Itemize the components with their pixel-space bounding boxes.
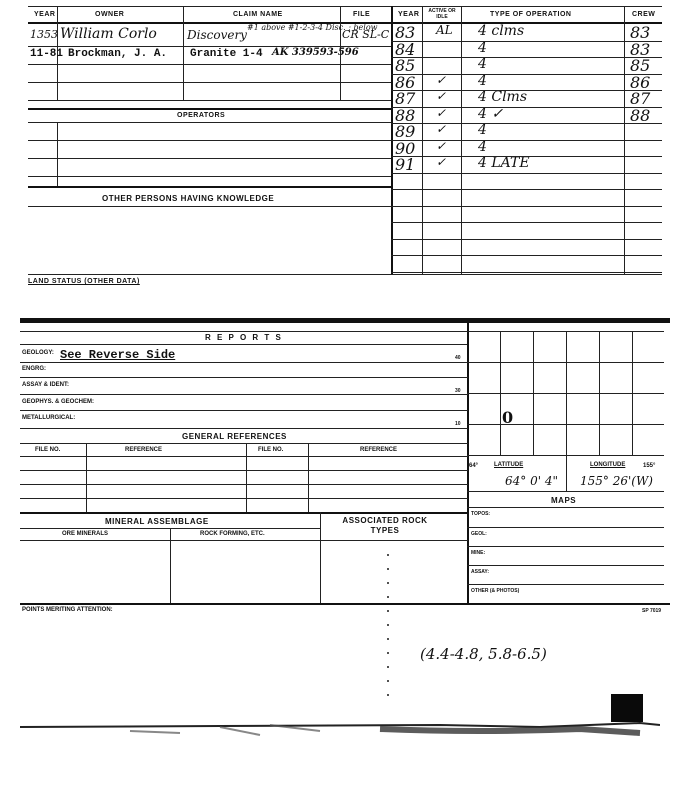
activity-type: 4 xyxy=(478,39,487,56)
activity-active: ✓ xyxy=(436,155,447,169)
activity-type: 4 xyxy=(478,138,487,155)
claim-row-2-file: AK 339593-596 xyxy=(272,47,359,58)
ref-col-file-1: FILE NO. xyxy=(35,447,61,453)
operators-label: OPERATORS xyxy=(177,112,226,119)
activity-year: 86 xyxy=(395,72,416,92)
longitude-label: LONGITUDE xyxy=(590,462,626,468)
rock-forming-label: ROCK FORMING, ETC. xyxy=(200,531,265,537)
activity-active: ✓ xyxy=(436,89,447,103)
activity-active: AL xyxy=(436,23,453,37)
side-number-10: 10 xyxy=(455,421,461,427)
activity-row-line xyxy=(391,255,662,256)
col-claim-name-header: CLAIM NAME xyxy=(233,11,283,18)
latitude-value: 64° 0' 4" xyxy=(505,474,558,488)
activity-type-header: TYPE OF OPERATION xyxy=(490,11,572,18)
ref-col-file-2: FILE NO. xyxy=(258,447,284,453)
activity-row-line xyxy=(391,189,662,190)
lon-suffix: 155° xyxy=(643,463,656,469)
col-year-header: YEAR xyxy=(34,11,56,18)
activity-active: ✓ xyxy=(436,138,447,153)
mineral-assemblage-title: MINERAL ASSEMBLAGE xyxy=(105,517,209,526)
ref-col-ref-1: REFERENCE xyxy=(125,447,163,453)
activity-row-line xyxy=(391,74,662,75)
longitude-value: 155° 26'(W) xyxy=(580,474,653,488)
activity-year: 88 xyxy=(395,105,416,125)
activity-year: 87 xyxy=(395,89,416,108)
general-references-title: GENERAL REFERENCES xyxy=(182,432,287,441)
activity-type: 4 ✓ xyxy=(478,105,504,122)
maps-geol: GEOL: xyxy=(471,531,487,537)
activity-year: 90 xyxy=(395,138,416,158)
activity-type: 4 Clms xyxy=(478,89,528,105)
side-number-40: 40 xyxy=(455,355,461,361)
activity-crew: 83 xyxy=(630,23,651,42)
claim-row-1-file: CR SL-C xyxy=(342,28,390,41)
assay-label: ASSAY & IDENT: xyxy=(22,382,70,388)
associated-rock-types-label: ASSOCIATED ROCK TYPES xyxy=(342,516,428,535)
col-owner-header: OWNER xyxy=(95,11,125,18)
assoc-rock-dots xyxy=(366,548,420,698)
activity-row-line xyxy=(391,107,662,108)
reports-top-bar xyxy=(20,318,670,323)
activity-row-line xyxy=(391,140,662,141)
activity-row-line xyxy=(391,173,662,174)
lat-prefix: 64° xyxy=(469,463,479,469)
activity-type: 4 clms xyxy=(478,23,525,39)
ore-minerals-label: ORE MINERALS xyxy=(62,531,109,537)
activity-row-line xyxy=(391,41,662,42)
activity-active: ✓ xyxy=(436,122,447,136)
claim-row-1-claim: Discovery xyxy=(187,28,247,42)
claim-row-1-year: 1353 xyxy=(30,28,58,41)
activity-row-line xyxy=(391,57,662,58)
geophys-label: GEOPHYS. & GEOCHEM: xyxy=(22,399,95,405)
activity-year: 89 xyxy=(395,122,416,141)
activity-year: 85 xyxy=(395,56,416,75)
latitude-label: LATITUDE xyxy=(494,462,524,468)
ref-col-ref-2: REFERENCE xyxy=(360,447,398,453)
activity-active: ✓ xyxy=(436,105,447,120)
engrg-label: ENGRG: xyxy=(22,366,46,372)
activity-row-line xyxy=(391,272,662,273)
claim-row-2-year: 11-81 xyxy=(30,48,64,60)
side-number-30: 30 xyxy=(455,388,461,394)
claim-row-1-note: #1 above #1-2-3-4 Disc. ; below xyxy=(247,23,378,32)
geology-label: GEOLOGY: xyxy=(22,350,54,356)
activity-active: ✓ xyxy=(436,72,447,87)
col-file-header: FILE xyxy=(353,11,371,18)
form-number: SP 7019 xyxy=(642,608,662,614)
scan-smudge xyxy=(20,715,660,745)
maps-topos: TOPOS: xyxy=(471,511,491,517)
activity-crew: 86 xyxy=(630,72,651,92)
claim-row-2-claim: Granite 1-4 xyxy=(190,48,263,60)
activity-crew-header: CREW xyxy=(632,11,656,18)
activity-row-line xyxy=(391,222,662,223)
geology-value: See Reverse Side xyxy=(60,348,176,362)
activity-row-line xyxy=(391,90,662,91)
activity-year: 91 xyxy=(395,155,416,174)
points-meriting-attention-label: POINTS MERITING ATTENTION: xyxy=(22,607,113,613)
activity-year: 84 xyxy=(395,39,416,59)
activity-row-line xyxy=(391,239,662,240)
activity-type: 4 xyxy=(478,72,487,89)
activity-row-line xyxy=(391,123,662,124)
activity-type: 4 xyxy=(478,56,487,72)
activity-year-header: YEAR xyxy=(398,11,420,18)
grid-mark: 0 xyxy=(502,408,514,427)
activity-crew: 88 xyxy=(630,105,651,125)
maps-title: MAPS xyxy=(551,496,577,505)
maps-other: OTHER (& PHOTOS) xyxy=(471,588,520,594)
range-note: (4.4-4.8, 5.8-6.5) xyxy=(420,645,547,663)
activity-type: 4 xyxy=(478,122,487,138)
reports-title: R E P O R T S xyxy=(205,333,283,342)
maps-assay: ASSAY: xyxy=(471,569,490,575)
activity-crew: 83 xyxy=(630,39,651,59)
activity-row-line xyxy=(391,156,662,157)
maps-mine: MINE: xyxy=(471,550,486,556)
activity-active-header: ACTIVE OR IDLE xyxy=(428,8,456,20)
claim-row-1-owner: William Corlo xyxy=(60,26,157,42)
land-status-label: LAND STATUS (OTHER DATA) xyxy=(28,278,140,285)
activity-crew: 85 xyxy=(630,56,651,75)
activity-crew: 87 xyxy=(630,89,651,108)
other-persons-label: OTHER PERSONS HAVING KNOWLEDGE xyxy=(102,194,275,203)
metallurgical-label: METALLURGICAL: xyxy=(22,415,76,421)
claim-row-2-owner: Brockman, J. A. xyxy=(68,48,168,60)
activity-row-line xyxy=(391,206,662,207)
activity-year: 83 xyxy=(395,23,416,42)
activity-type: 4 LATE xyxy=(478,155,530,171)
